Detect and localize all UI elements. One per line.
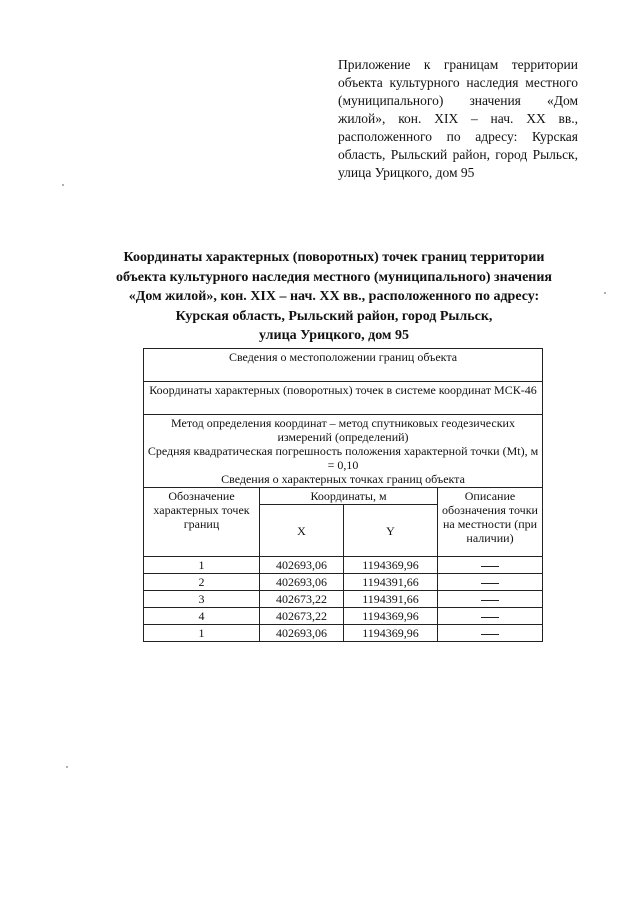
description-cell [438,608,543,625]
table-row [144,557,543,574]
table-row [144,574,543,591]
scan-speck [62,184,64,186]
method-text: Метод определения координат – метод спутниковых геодезических измерений (определений) [171,416,515,444]
y-cell: 1194369,96 [344,625,438,642]
method-info [144,415,543,488]
description-cell [438,591,543,608]
point-cell: 2 [144,574,260,591]
scan-speck [66,766,68,768]
x-cell: 402693,06 [260,574,344,591]
table-row [144,608,543,625]
points-header: Сведения о характерных точках границ объекта [221,472,465,486]
y-cell: 1194369,96 [344,557,438,574]
col-coords-header: Координаты, м [260,488,438,505]
col-x-header: X [260,505,344,557]
y-cell: 1194369,96 [344,608,438,625]
dash-mark [481,600,499,601]
coordinate-system: Координаты характерных (поворотных) точек в системе координат МСК-46 [144,382,543,415]
dash-mark [481,634,499,635]
point-cell: 1 [144,625,260,642]
x-cell: 402693,06 [260,557,344,574]
location-header: Сведения о местоположении границ объекта [144,349,543,382]
title-line: Координаты характерных (поворотных) точек границ территории [123,250,545,265]
y-cell: 1194391,66 [344,591,438,608]
x-cell: 402673,22 [260,608,344,625]
coordinates-table [143,348,543,642]
title-line: «Дом жилой», кон. XIX – нач. XX вв., расположенного по адресу: [128,289,540,304]
dash-mark [481,566,499,567]
dash-mark [481,583,499,584]
x-cell: 402693,06 [260,625,344,642]
appendix-note: Приложение к границам территории объекта культурного наследия местного (муниципального) значения «Дом жилой», кон. XIX – нач. XX вв., расположенного по адресу: Курская область, Рыльский район, город Рыльск, улица Урицкого, дом 95 [338,57,578,180]
description-cell [438,574,543,591]
dash-mark [481,617,499,618]
y-cell: 1194391,66 [344,574,438,591]
scan-speck [604,292,606,294]
col-description-header: Описание обозначения точки на местности (при наличии) [438,488,543,557]
description-cell [438,625,543,642]
document-title [96,248,572,346]
point-cell: 4 [144,608,260,625]
title-line: Курская область, Рыльский район, город Рыльск, [175,308,493,324]
title-line: объекта культурного наследия местного (муниципального) значения [115,269,552,285]
table-row [144,625,543,642]
point-cell: 3 [144,591,260,608]
x-cell: 402673,22 [260,591,344,608]
description-cell [438,557,543,574]
col-designation-header: Обозначение характерных точек границ [144,488,260,557]
table-row [144,591,543,608]
point-cell: 1 [144,557,260,574]
col-y-header: Y [344,505,438,557]
title-line: улица Урицкого, дом 95 [259,328,409,343]
error-text: Средняя квадратическая погрешность положения характерной точки (Mt), м = 0,10 [147,444,539,472]
